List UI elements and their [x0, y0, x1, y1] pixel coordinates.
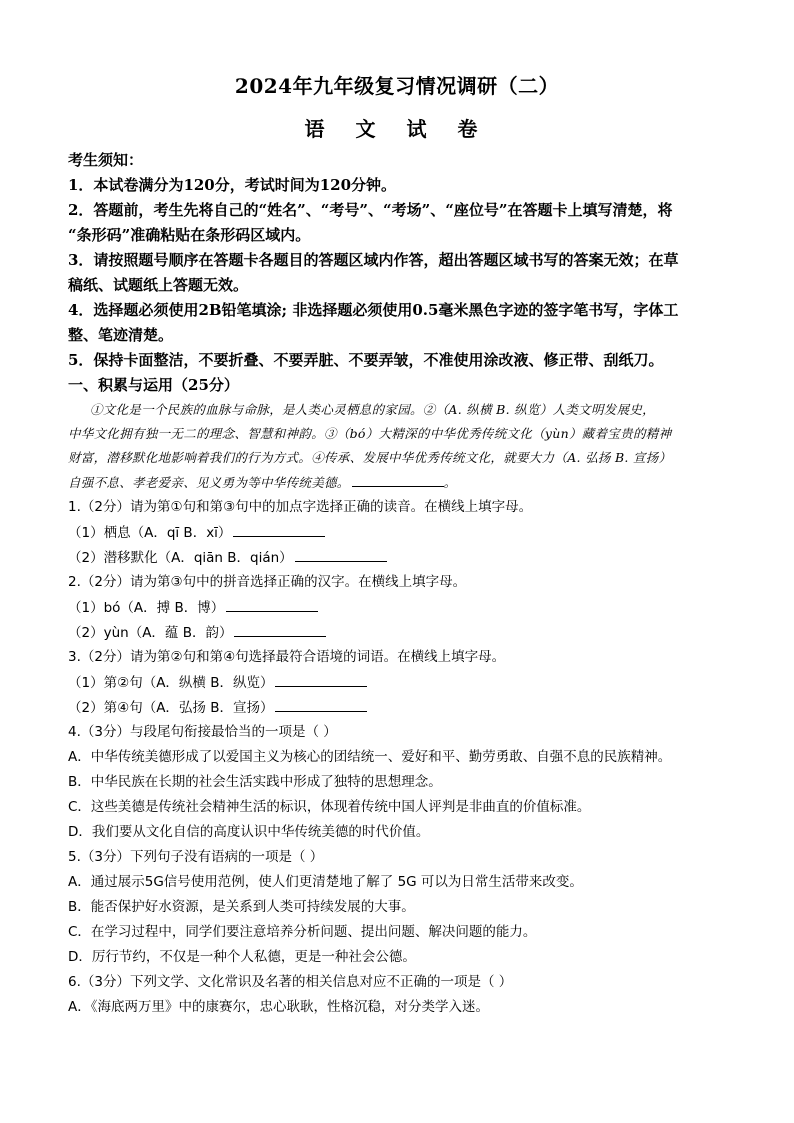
question-item: （2）yùn（A．蕴 B．韵） [68, 622, 326, 643]
option-c: C．这些美德是传统社会精神生活的标识，体现着传统中国人评判是非曲直的价值标准。 [68, 799, 591, 815]
page-title: 2024年九年级复习情况调研（二） [234, 74, 560, 98]
passage-end: 。 [443, 475, 457, 490]
question-item: （2）第④句（A．弘扬 B．宣扬） [68, 697, 367, 718]
option-a: A．通过展示5G信号使用范例，使人们更清楚地了解了 5G 可以为日常生活带来改变。 [68, 874, 583, 890]
answer-blank[interactable] [352, 472, 444, 487]
answer-blank[interactable] [295, 547, 387, 562]
answer-blank[interactable] [233, 522, 325, 537]
answer-blank[interactable] [275, 697, 367, 712]
notice-item: 整、笔迹清楚。 [68, 326, 174, 344]
option-b: B．能否保护好水资源，是关系到人类可持续发展的大事。 [68, 899, 415, 915]
option-c: C．在学习过程中，同学们要注意培养分析问题、提出问题、解决问题的能力。 [68, 924, 537, 940]
answer-blank[interactable] [234, 622, 326, 637]
notice-item: 2．答题前，考生先将自己的“姓名”、“考号”、“考场”、“座位号”在答题卡上填写清楚，将 [68, 201, 673, 219]
answer-blank[interactable] [226, 597, 318, 612]
notice-heading: 考生须知： [68, 151, 144, 169]
answer-blank[interactable] [275, 672, 367, 687]
passage-text: 自强不息、孝老爱亲、见义勇为等中华传统美德。 [68, 475, 350, 490]
notice-item: 1．本试卷满分为120分，考试时间为120分钟。 [68, 176, 397, 194]
question-item: （1）栖息（A．qī B．xī） [68, 522, 325, 543]
notice-item: 4．选择题必须使用2B铅笔填涂; 非选择题必须使用0.5毫米黑色字迹的签字笔书写，字体工 [68, 301, 679, 319]
page-subtitle: 语 文 试 卷 [304, 117, 490, 141]
passage-line: 财富，潜移默化地影响着我们的行为方式。④传承、发展中华优秀传统文化，就要大力（A. 弘扬 B. 宣扬） [68, 450, 672, 465]
question-stem: 1.（2分）请为第①句和第③句中的加点字选择正确的读音。在横线上填字母。 [68, 499, 533, 515]
notice-item: “条形码”准确粘贴在条形码区域内。 [68, 226, 311, 244]
question-stem: 2.（2分）请为第③句中的拼音选择正确的汉字。在横线上填字母。 [68, 574, 467, 590]
notice-item: 5．保持卡面整洁，不要折叠、不要弄脏、不要弄皱，不准使用涂改液、修正带、刮纸刀。 [68, 351, 664, 369]
passage-line [68, 472, 456, 493]
question-item: （1）bó（A．搏 B．博） [68, 597, 318, 618]
passage-line: 中华文化拥有独一无二的理念、智慧和神韵。③（bó）大精深的中华优秀传统文化（yùn）藏着宝贵的精神 [68, 426, 672, 441]
question-stem: 5.（3分）下列句子没有语病的一项是（ ） [68, 849, 324, 865]
notice-item: 3．请按照题号顺序在答题卡各题目的答题区域内作答，超出答题区域书写的答案无效；在草 [68, 251, 679, 269]
option-b: B．中华民族在长期的社会生活实践中形成了独特的思想理念。 [68, 774, 442, 790]
option-d: D．我们要从文化自信的高度认识中华传统美德的时代价值。 [68, 824, 430, 840]
option-a: A．中华传统美德形成了以爱国主义为核心的团结统一、爱好和平、勤劳勇敢、自强不息的民族精神。 [68, 749, 672, 765]
question-stem: 4.（3分）与段尾句衔接最恰当的一项是（ ） [68, 724, 337, 740]
section-heading: 一、积累与运用（25分） [68, 376, 239, 394]
option-a: A．《海底两万里》中的康赛尔，忠心耿耿，性格沉稳，对分类学入迷。 [68, 999, 489, 1015]
option-d: D．厉行节约，不仅是一种个人私德，更是一种社会公德。 [68, 949, 416, 965]
question-stem: 3.（2分）请为第②句和第④句选择最符合语境的词语。在横线上填字母。 [68, 649, 506, 665]
question-item: （2）潜移默化（A．qiān B．qián） [68, 547, 387, 568]
question-item: （1）第②句（A．纵横 B．纵览） [68, 672, 367, 693]
question-stem: 6.（3分）下列文学、文化常识及名著的相关信息对应不正确的一项是（ ） [68, 974, 513, 990]
passage-line: ①文化是一个民族的血脉与命脉，是人类心灵栖息的家园。②（A. 纵横 B. 纵览）人类文明发展史， [90, 402, 655, 417]
notice-item: 稿纸、试题纸上答题无效。 [68, 276, 249, 294]
